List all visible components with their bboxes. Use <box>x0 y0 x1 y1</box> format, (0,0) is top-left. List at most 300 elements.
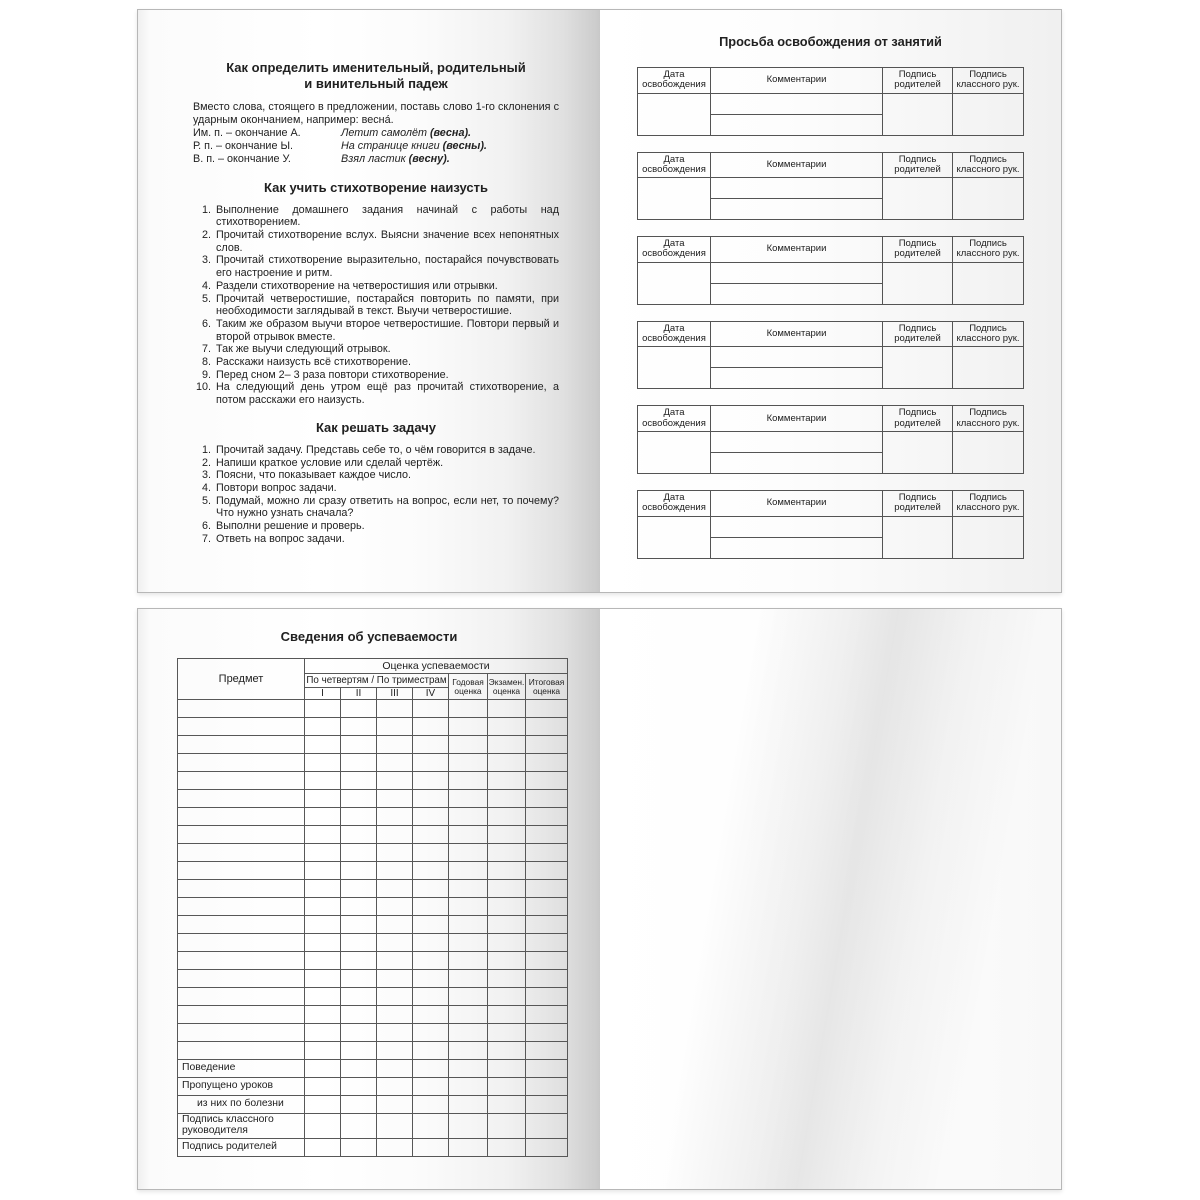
grade-cell <box>413 700 449 718</box>
memo-page <box>138 10 600 592</box>
release-table <box>637 67 1024 136</box>
grade-cell <box>377 790 413 808</box>
release-body-row <box>638 262 1024 283</box>
grade-cell <box>413 1006 449 1024</box>
summary-row-label: Подпись родителей <box>178 1138 305 1156</box>
grade-cell <box>377 1006 413 1024</box>
list-item-number: 1. <box>201 203 211 216</box>
subject-row <box>178 844 568 862</box>
grade-cell <box>377 700 413 718</box>
list-item-text: Расскажи наизусть всё стихотворение. <box>216 356 411 369</box>
list-item <box>193 444 559 457</box>
grade-cell <box>449 700 488 718</box>
grade-cell <box>305 754 341 772</box>
grade-cell <box>377 718 413 736</box>
release-body-row <box>638 431 1024 452</box>
grade-cell <box>413 1114 449 1139</box>
bottom-spread <box>137 608 1062 1190</box>
release-page <box>600 10 1061 592</box>
case-guide-intro: Вместо слова, стоящего в предложении, поставь слово 1-го склонения с ударным окончанием, например: весна́. <box>193 101 559 126</box>
grade-cell <box>449 862 488 880</box>
list-item-number: 6. <box>201 520 211 533</box>
grade-cell <box>526 1078 568 1096</box>
grade-cell <box>449 736 488 754</box>
grade-cell <box>488 862 526 880</box>
grade-cell <box>449 772 488 790</box>
grade-cell <box>488 826 526 844</box>
grade-cell <box>305 898 341 916</box>
case-examples <box>193 127 559 167</box>
grade-cell <box>488 790 526 808</box>
grade-cell <box>341 1060 377 1078</box>
grade-cell <box>488 1060 526 1078</box>
grade-cell <box>377 736 413 754</box>
list-item-text: Ответь на вопрос задачи. <box>216 532 345 545</box>
list-item-text: Повтори вопрос задачи. <box>216 481 337 494</box>
grade-cell <box>526 1024 568 1042</box>
case-example-word: (весна). <box>429 127 472 139</box>
quarter-col-header: II <box>341 688 377 700</box>
grade-cell <box>377 1114 413 1139</box>
grade-cell <box>341 1042 377 1060</box>
summary-row-label: Поведение <box>178 1060 305 1078</box>
grade-cell <box>488 934 526 952</box>
grade-cell <box>449 898 488 916</box>
grade-cell <box>488 1006 526 1024</box>
subject-name-cell <box>178 754 305 772</box>
grades-page <box>138 609 600 1189</box>
grade-cell <box>305 1006 341 1024</box>
grade-cell <box>305 934 341 952</box>
blank-page <box>600 609 1061 1189</box>
release-table <box>637 321 1024 390</box>
subject-name-cell <box>178 916 305 934</box>
subject-row <box>178 898 568 916</box>
grade-cell <box>526 700 568 718</box>
release-table <box>637 236 1024 305</box>
list-item-number: 4. <box>201 279 211 292</box>
summary-row-label: из них по болезни <box>178 1096 305 1114</box>
grade-cell <box>488 880 526 898</box>
list-item-number: 7. <box>201 343 211 356</box>
grade-cell <box>526 790 568 808</box>
grade-cell <box>449 1042 488 1060</box>
quarters-header: По четвертям / По триместрам <box>306 675 447 686</box>
grade-cell <box>341 1006 377 1024</box>
grade-cell <box>488 718 526 736</box>
task-guide-title: Как решать задачу <box>315 419 437 435</box>
grade-cell <box>305 718 341 736</box>
grade-cell <box>449 1024 488 1042</box>
subject-name-cell <box>178 1006 305 1024</box>
subject-row <box>178 1006 568 1024</box>
grade-cell <box>341 898 377 916</box>
subject-name-cell <box>178 772 305 790</box>
list-item-text: Перед сном 2– 3 раза повтори стихотворение. <box>216 368 449 381</box>
grade-cell <box>413 736 449 754</box>
grade-cell <box>377 754 413 772</box>
grade-cell <box>526 916 568 934</box>
grade-cell <box>449 844 488 862</box>
case-example-phrase: Летит самолёт <box>341 127 430 139</box>
list-item-text: Так же выучи следующий отрывок. <box>216 343 391 356</box>
grade-cell <box>341 1138 377 1156</box>
list-item-number: 4. <box>201 481 211 494</box>
release-tables <box>600 67 1061 559</box>
parents-signature-cell <box>883 347 953 389</box>
grade-cell <box>488 754 526 772</box>
release-date-header: Дата освобождения <box>638 321 711 347</box>
class-teacher-signature-header: Подпись классного рук. <box>953 237 1024 263</box>
grade-cell <box>526 934 568 952</box>
list-item-number: 2. <box>201 456 211 469</box>
grade-cell <box>305 736 341 754</box>
grade-cell <box>305 1096 341 1114</box>
summary-row <box>178 1096 568 1114</box>
subject-row <box>178 772 568 790</box>
class-teacher-signature-header: Подпись классного рук. <box>953 68 1024 94</box>
grade-cell <box>488 736 526 754</box>
grade-cell <box>305 880 341 898</box>
comments-header: Комментарии <box>711 321 883 347</box>
grades-page-title: Сведения об успеваемости <box>280 629 458 644</box>
release-date-cell <box>638 178 711 220</box>
release-date-cell <box>638 347 711 389</box>
grade-cell <box>341 1114 377 1139</box>
grade-cell <box>305 916 341 934</box>
list-item-text: На следующий день утром ещё раз прочитай стихотворение, а потом расскажи его наизусть. <box>216 381 559 407</box>
comment-cell <box>711 431 883 452</box>
grade-cell <box>413 916 449 934</box>
release-date-cell <box>638 262 711 304</box>
grade-cell <box>449 808 488 826</box>
grade-cell <box>341 1078 377 1096</box>
comments-header: Комментарии <box>711 490 883 516</box>
case-guide-title <box>193 60 559 92</box>
grade-cell <box>413 1060 449 1078</box>
comment-cell <box>711 262 883 283</box>
case-label: В. п. – окончание У. <box>193 153 291 166</box>
class-teacher-signature-cell <box>953 93 1024 135</box>
list-item-text: Раздели стихотворение на четверостишия или отрывки. <box>216 279 498 292</box>
grade-cell <box>488 700 526 718</box>
list-item-number: 8. <box>201 356 211 369</box>
grade-cell <box>377 1138 413 1156</box>
class-teacher-signature-header: Подпись классного рук. <box>953 406 1024 432</box>
grade-cell <box>413 754 449 772</box>
grade-cell <box>413 988 449 1006</box>
list-item-text: Напиши краткое условие или сделай чертёж. <box>216 456 444 469</box>
subject-name-cell <box>178 1042 305 1060</box>
list-item <box>193 469 559 482</box>
grade-cell <box>449 1060 488 1078</box>
release-date-header: Дата освобождения <box>638 68 711 94</box>
grade-cell <box>413 1024 449 1042</box>
grade-cell <box>413 826 449 844</box>
grade-cell <box>449 970 488 988</box>
grade-cell <box>305 988 341 1006</box>
grade-cell <box>305 862 341 880</box>
subject-name-cell <box>178 718 305 736</box>
release-header-row <box>638 68 1024 94</box>
grade-cell <box>341 808 377 826</box>
summary-row-label: Пропущено уроков <box>178 1078 305 1096</box>
subject-name-cell <box>178 700 305 718</box>
grade-cell <box>449 754 488 772</box>
case-guide-title-line1: Как определить именительный, родительный <box>226 60 526 75</box>
release-header-row <box>638 321 1024 347</box>
grade-cell <box>341 736 377 754</box>
grade-cell <box>305 1042 341 1060</box>
grade-group-header: Оценка успеваемости <box>305 659 568 674</box>
grade-cell <box>341 826 377 844</box>
grade-cell <box>526 952 568 970</box>
subject-name-cell <box>178 988 305 1006</box>
grade-cell <box>341 790 377 808</box>
grade-cell <box>488 772 526 790</box>
grade-cell <box>526 1006 568 1024</box>
list-item-text: Выполнение домашнего задания начинай с работы над стихотворением. <box>216 203 559 229</box>
release-table <box>637 152 1024 221</box>
grade-cell <box>449 916 488 934</box>
poem-guide-list <box>193 204 559 407</box>
grade-cell <box>526 808 568 826</box>
subject-row <box>178 700 568 718</box>
grade-cell <box>413 718 449 736</box>
grade-cell <box>488 952 526 970</box>
release-date-header: Дата освобождения <box>638 237 711 263</box>
release-page-title: Просьба освобождения от занятий <box>719 34 942 49</box>
comment-cell <box>711 93 883 114</box>
summary-row-label: Подпись классного руководителя <box>178 1114 305 1139</box>
subject-row <box>178 862 568 880</box>
list-item <box>193 482 559 495</box>
subject-name-cell <box>178 952 305 970</box>
grade-cell <box>341 970 377 988</box>
case-example-word: (весну). <box>408 153 450 166</box>
memo-content <box>193 60 559 545</box>
grade-cell <box>488 988 526 1006</box>
grade-cell <box>305 772 341 790</box>
exam-grade-header: Экзамен. оценка <box>488 674 526 700</box>
case-example <box>341 153 450 166</box>
grade-cell <box>377 1096 413 1114</box>
comment-cell <box>711 283 883 304</box>
list-item-number: 7. <box>201 532 211 545</box>
grade-cell <box>526 826 568 844</box>
top-spread <box>137 9 1062 593</box>
grade-cell <box>413 808 449 826</box>
case-example-word: (весны). <box>442 140 487 153</box>
grade-cell <box>377 970 413 988</box>
grade-cell <box>449 1006 488 1024</box>
comment-cell <box>711 516 883 537</box>
subject-row <box>178 988 568 1006</box>
grade-cell <box>341 718 377 736</box>
case-line <box>193 153 559 166</box>
grade-cell <box>488 916 526 934</box>
grade-cell <box>341 988 377 1006</box>
grade-cell <box>377 934 413 952</box>
grade-cell <box>413 1138 449 1156</box>
grade-cell <box>413 862 449 880</box>
grade-cell <box>449 826 488 844</box>
subject-row <box>178 826 568 844</box>
grade-cell <box>413 1078 449 1096</box>
grade-cell <box>377 826 413 844</box>
grade-cell <box>377 844 413 862</box>
list-item <box>193 457 559 470</box>
class-teacher-signature-cell <box>953 178 1024 220</box>
quarter-col-header: III <box>377 688 413 700</box>
task-guide-list <box>193 444 559 546</box>
subject-name-cell <box>178 880 305 898</box>
parents-signature-cell <box>883 178 953 220</box>
release-date-cell <box>638 431 711 473</box>
class-teacher-signature-cell <box>953 431 1024 473</box>
grade-cell <box>449 988 488 1006</box>
list-item-number: 3. <box>201 469 211 482</box>
grade-cell <box>526 1096 568 1114</box>
grade-cell <box>526 772 568 790</box>
grade-cell <box>341 844 377 862</box>
grade-cell <box>449 1114 488 1139</box>
grade-cell <box>305 970 341 988</box>
subject-name-cell <box>178 826 305 844</box>
case-guide-title-line2: и винительный падеж <box>304 76 448 91</box>
grade-cell <box>488 808 526 826</box>
case-label: Р. п. – окончание Ы. <box>193 140 294 153</box>
grade-cell <box>377 952 413 970</box>
grade-cell <box>341 916 377 934</box>
grade-cell <box>449 1078 488 1096</box>
subject-row <box>178 736 568 754</box>
grade-cell <box>413 970 449 988</box>
case-example-phrase: На странице книги <box>341 140 443 153</box>
list-item-text: Прочитай стихотворение выразительно, постарайся почувствовать его настроение и ритм. <box>216 254 559 280</box>
parents-signature-header: Подпись родителей <box>883 237 953 263</box>
grade-cell <box>305 1138 341 1156</box>
release-header-row <box>638 237 1024 263</box>
grade-cell <box>377 1024 413 1042</box>
grade-cell <box>413 772 449 790</box>
subject-row <box>178 808 568 826</box>
grade-cell <box>413 934 449 952</box>
grade-cell <box>526 754 568 772</box>
comment-cell <box>711 347 883 368</box>
grade-cell <box>488 1138 526 1156</box>
grade-cell <box>488 844 526 862</box>
grade-cell <box>341 934 377 952</box>
grade-cell <box>526 844 568 862</box>
list-item-number: 5. <box>201 494 211 507</box>
comment-cell <box>711 537 883 558</box>
grade-cell <box>341 880 377 898</box>
grade-cell <box>488 1042 526 1060</box>
grade-cell <box>488 1114 526 1139</box>
comments-header: Комментарии <box>711 406 883 432</box>
class-teacher-signature-cell <box>953 516 1024 558</box>
subject-row <box>178 916 568 934</box>
subject-row <box>178 790 568 808</box>
grade-cell <box>305 1114 341 1139</box>
grade-cell <box>526 988 568 1006</box>
grade-cell <box>341 772 377 790</box>
release-header-row <box>638 490 1024 516</box>
grade-cell <box>526 970 568 988</box>
final-grade-header: Итоговая оценка <box>526 674 568 700</box>
subject-name-cell <box>178 790 305 808</box>
case-label: Им. п. – окончание А. <box>193 127 301 139</box>
grade-cell <box>305 844 341 862</box>
poem-guide-title: Как учить стихотворение наизусть <box>264 179 488 195</box>
parents-signature-header: Подпись родителей <box>883 490 953 516</box>
grade-cell <box>526 1042 568 1060</box>
list-item-number: 6. <box>201 317 211 330</box>
list-item <box>193 343 559 356</box>
list-item <box>193 293 559 318</box>
subject-name-cell <box>178 898 305 916</box>
release-header-row <box>638 152 1024 178</box>
parents-signature-header: Подпись родителей <box>883 406 953 432</box>
class-teacher-signature-cell <box>953 347 1024 389</box>
grade-cell <box>413 898 449 916</box>
grade-cell <box>341 862 377 880</box>
list-item-number: 10. <box>195 381 211 394</box>
grade-cell <box>377 1078 413 1096</box>
release-date-cell <box>638 93 711 135</box>
list-item-text: Поясни, что показывает каждое число. <box>216 469 412 482</box>
grade-cell <box>305 952 341 970</box>
grade-cell <box>341 700 377 718</box>
release-body-row <box>638 178 1024 199</box>
grade-cell <box>413 952 449 970</box>
grade-cell <box>526 718 568 736</box>
list-item-text: Таким же образом выучи второе четверостишие. Повтори первый и второй отрывок вместе. <box>216 317 559 343</box>
subject-row <box>178 952 568 970</box>
list-item-number: 1. <box>201 443 211 456</box>
subject-name-cell <box>178 808 305 826</box>
grade-cell <box>341 1024 377 1042</box>
release-body-row <box>638 93 1024 114</box>
quarter-col-header: IV <box>413 688 449 700</box>
list-item-number: 9. <box>201 368 211 381</box>
grade-cell <box>305 700 341 718</box>
grade-cell <box>449 718 488 736</box>
release-date-cell <box>638 516 711 558</box>
parents-signature-cell <box>883 262 953 304</box>
release-table <box>637 405 1024 474</box>
grade-cell <box>488 1024 526 1042</box>
grade-cell <box>305 790 341 808</box>
grade-cell <box>341 952 377 970</box>
class-teacher-signature-header: Подпись классного рук. <box>953 321 1024 347</box>
parents-signature-cell <box>883 93 953 135</box>
case-line <box>193 140 559 153</box>
grade-cell <box>305 808 341 826</box>
list-item <box>193 381 559 406</box>
comment-cell <box>711 452 883 473</box>
list-item <box>193 356 559 369</box>
grade-cell <box>449 1138 488 1156</box>
parents-signature-cell <box>883 516 953 558</box>
comments-header: Комментарии <box>711 152 883 178</box>
subject-name-cell <box>178 844 305 862</box>
list-item <box>193 318 559 343</box>
list-item <box>193 533 559 546</box>
class-teacher-signature-cell <box>953 262 1024 304</box>
summary-row <box>178 1138 568 1156</box>
